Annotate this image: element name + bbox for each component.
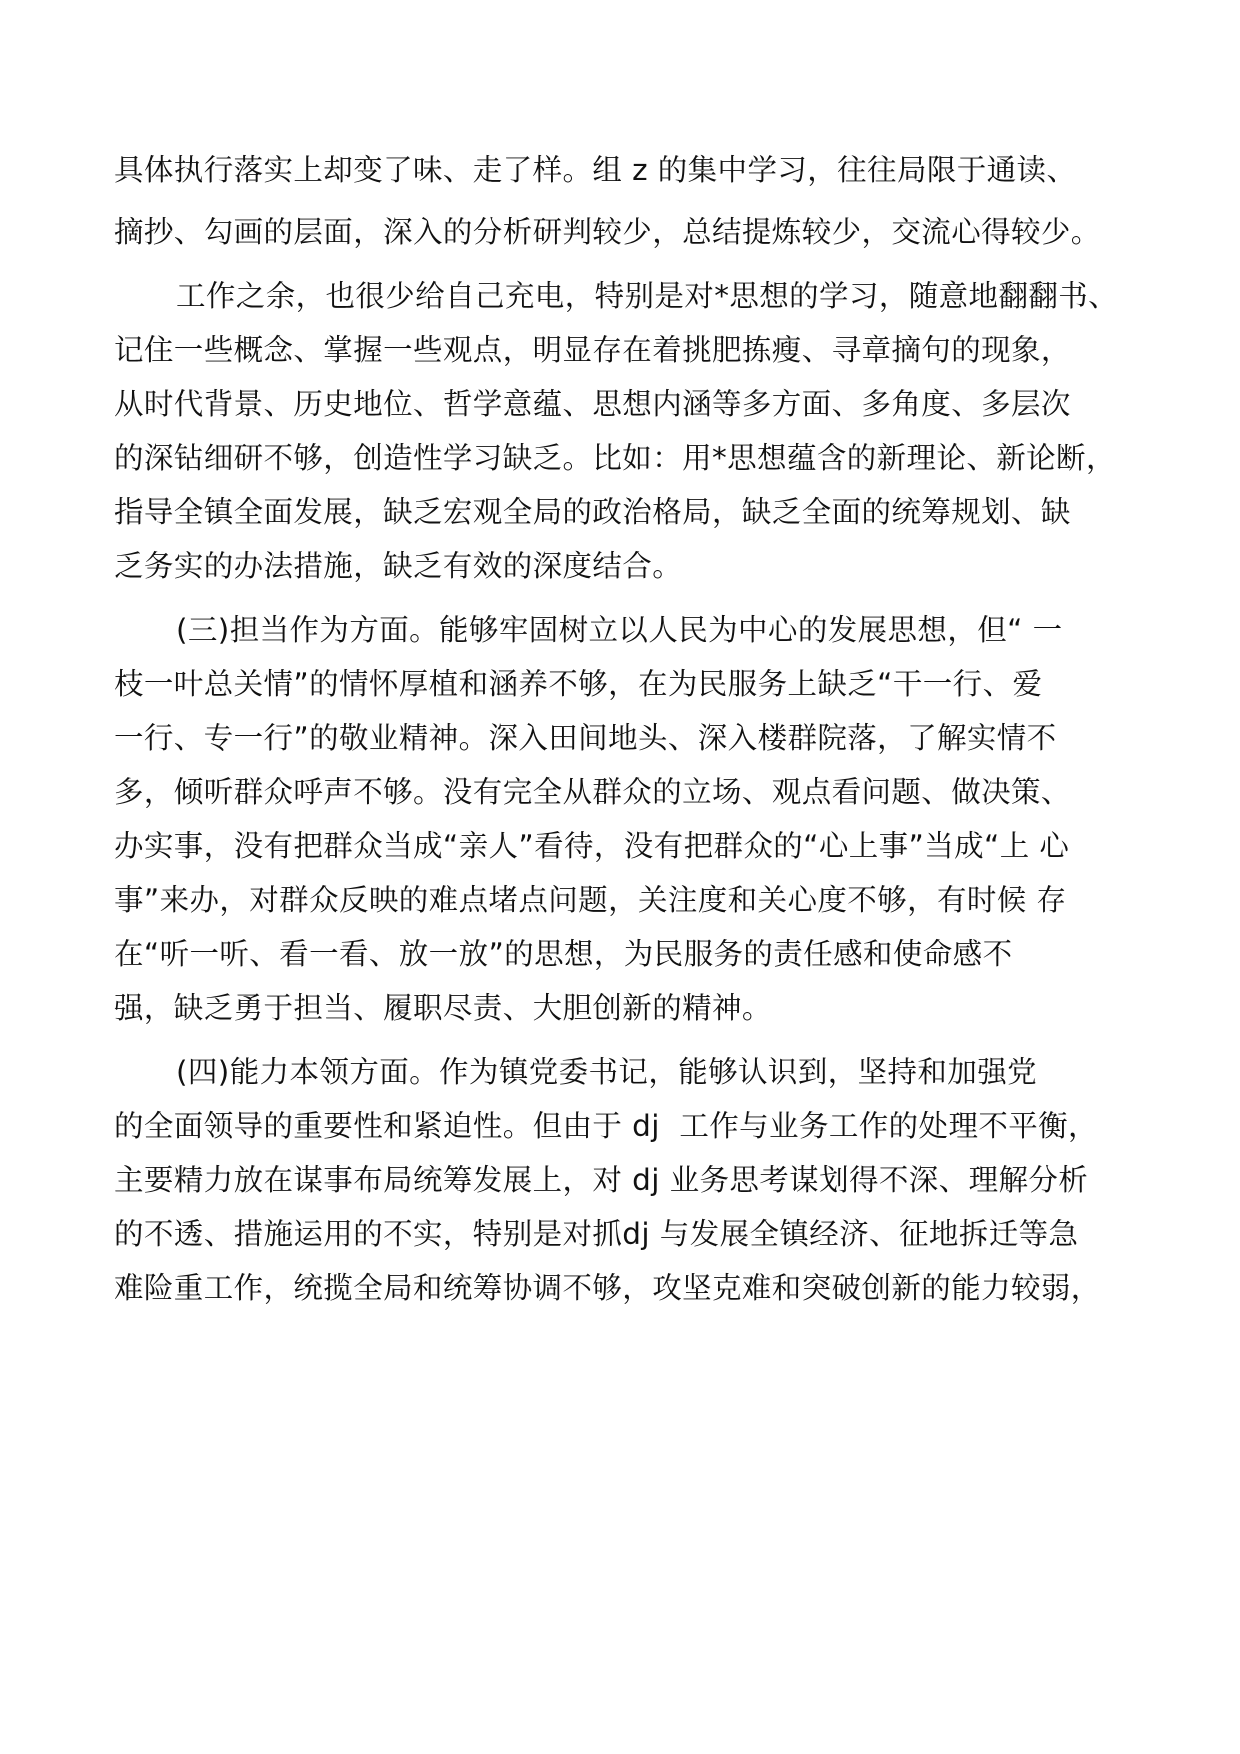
text-line: 的深钻细研不够，创造性学习缺乏。比如：用*思想蕴含的新理论、新论断， [114, 441, 1116, 475]
text-line: 摘抄、勾画的层面，深入的分析研判较少，总结提炼较少，交流心得较少。 [114, 215, 1101, 249]
text-line: 主要精力放在谋事布局统筹发展上，对 dj 业务思考谋划得不深、理解分析 [114, 1163, 1089, 1197]
paragraph-first-line: (四)能力本领方面。作为镇党委书记，能够认识到，坚持和加强党 [176, 1055, 1038, 1089]
text-line: 的不透、措施运用的不实，特别是对抓dj 与发展全镇经济、征地拆迁等急 [114, 1217, 1079, 1251]
text-line: 枝一叶总关情”的情怀厚植和涵养不够，在为民服务上缺乏“干一行、爱 [114, 667, 1043, 701]
paragraph-first-line: (三)担当作为方面。能够牢固树立以人民为中心的发展思想，但“ 一 [176, 613, 1063, 647]
text-line: 具体执行落实上却变了味、走了样。组 z 的集中学习，往往局限于通读、 [114, 153, 1077, 187]
text-line: 一行、专一行”的敬业精神。深入田间地头、深入楼群院落，了解实情不 [114, 721, 1057, 755]
text-line: 强，缺乏勇于担当、履职尽责、大胆创新的精神。 [114, 991, 772, 1025]
text-line: 多，倾听群众呼声不够。没有完全从群众的立场、观点看问题、做决策、 [114, 775, 1071, 809]
text-line: 的全面领导的重要性和紧迫性。但由于 dj 工作与业务工作的处理不平衡， [114, 1109, 1098, 1143]
text-line: 办实事，没有把群众当成“亲人”看待，没有把群众的“心上事”当成“上 心 [114, 829, 1070, 863]
text-line: 乏务实的办法措施，缺乏有效的深度结合。 [114, 549, 683, 583]
text-line: 从时代背景、历史地位、哲学意蕴、思想内涵等多方面、多角度、多层次 [114, 387, 1071, 421]
text-line: 记住一些概念、掌握一些观点，明显存在着挑肥拣瘦、寻章摘句的现象， [114, 333, 1071, 367]
text-line: 指导全镇全面发展，缺乏宏观全局的政治格局，缺乏全面的统筹规划、缺 [114, 495, 1071, 529]
paragraph-first-line: 工作之余，也很少给自己充电，特别是对*思想的学习，随意地翻翻书、 [176, 279, 1119, 313]
text-line: 事”来办，对群众反映的难点堵点问题，关注度和关心度不够，有时候 存 [114, 883, 1067, 917]
text-line: 在“听一听、看一看、放一放”的思想，为民服务的责任感和使命感不 [114, 937, 1013, 971]
text-line: 难险重工作，统揽全局和统筹协调不够，攻坚克难和突破创新的能力较弱， [114, 1271, 1101, 1305]
